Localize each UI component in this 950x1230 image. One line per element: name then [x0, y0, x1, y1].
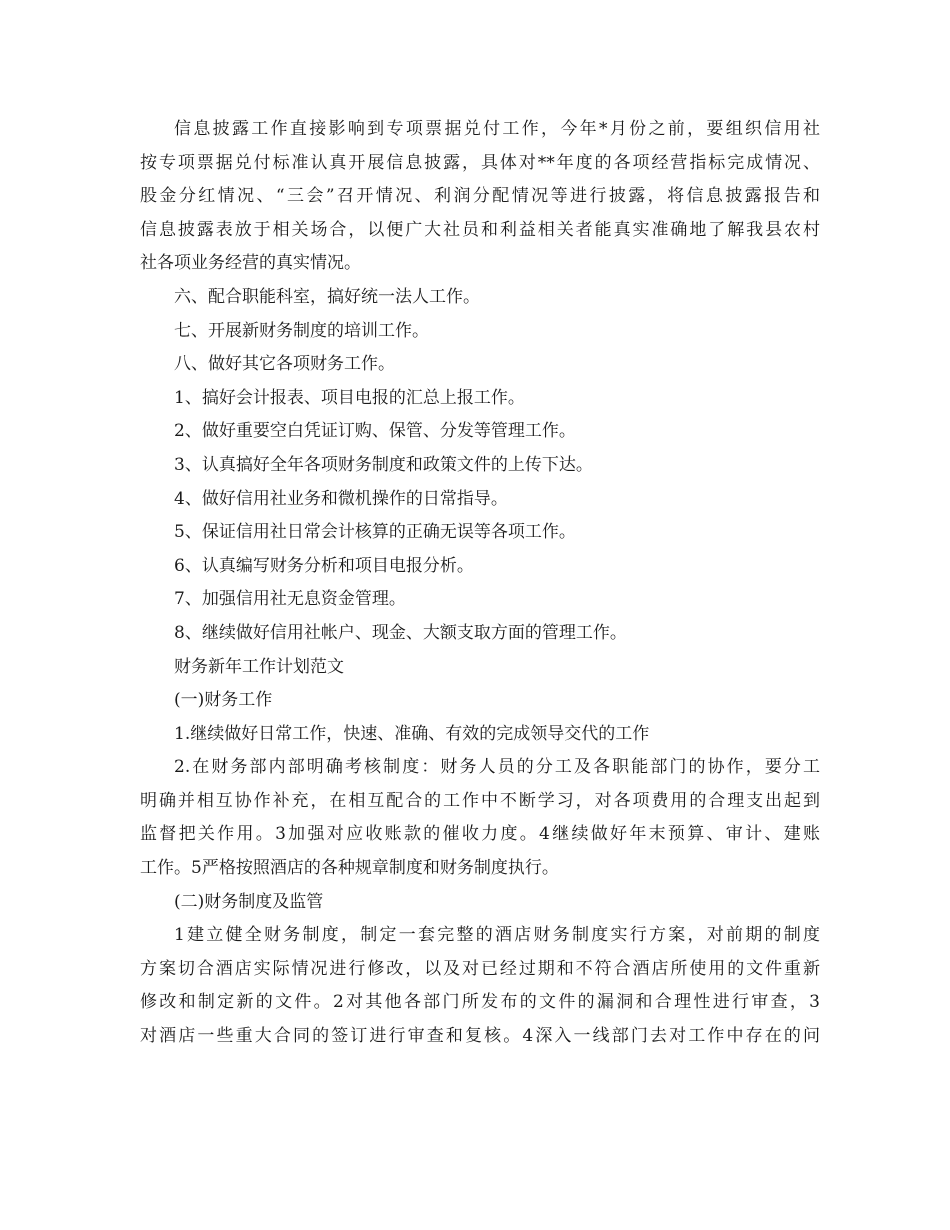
section-heading: 七、开展新财务制度的培训工作。 — [174, 320, 429, 341]
paragraph-line: 方案切合酒店实际情况进行修改，以及对已经过期和不符合酒店所使用的文件重新 — [140, 958, 820, 979]
paragraph-line: 按专项票据兑付标准认真开展信息披露，具体对**年度的各项经营指标完成情况、 — [140, 152, 820, 173]
paragraph-line: 对酒店一些重大合同的签订进行审查和复核。4深入一线部门去对工作中存在的问 — [140, 1026, 820, 1047]
paragraph-line: 2.在财务部内部明确考核制度：财务人员的分工及各职能部门的协作，要分工 — [174, 757, 820, 778]
paragraph-line: 明确并相互协作补充，在相互配合的工作中不断学习，对各项费用的合理支出起到 — [140, 790, 820, 811]
list-item: 3、认真搞好全年各项财务制度和政策文件的上传下达。 — [174, 454, 593, 475]
section-heading: 六、配合职能科室，搞好统一法人工作。 — [174, 286, 480, 307]
list-item: 4、做好信用社业务和微机操作的日常指导。 — [174, 488, 508, 509]
paragraph-line: 监督把关作用。3加强对应收账款的催收力度。4继续做好年末预算、审计、建账 — [140, 824, 820, 845]
section-heading: (二)财务制度及监管 — [174, 891, 324, 912]
section-heading: (一)财务工作 — [174, 690, 273, 711]
paragraph-line: 修改和制定新的文件。2对其他各部门所发布的文件的漏洞和合理性进行审查，3 — [140, 992, 820, 1013]
list-item: 2、做好重要空白凭证订购、保管、分发等管理工作。 — [174, 421, 576, 442]
list-item: 6、认真编写财务分析和项目电报分析。 — [174, 555, 474, 576]
list-item: 7、加强信用社无息资金管理。 — [174, 589, 406, 610]
paragraph-line: 工作。5严格按照酒店的各种规章制度和财务制度执行。 — [140, 858, 559, 879]
paragraph-line: 信息披露表放于相关场合，以便广大社员和利益相关者能真实准确地了解我县农村 — [140, 219, 820, 240]
list-item: 1、搞好会计报表、项目电报的汇总上报工作。 — [174, 387, 525, 408]
paragraph-line: 信息披露工作直接影响到专项票据兑付工作，今年*月份之前，要组织信用社 — [174, 119, 820, 139]
list-item: 5、保证信用社日常会计核算的正确无误等各项工作。 — [174, 522, 576, 543]
paragraph-line: 股金分红情况、“三会”召开情况、利润分配情况等进行披露，将信息披露报告和 — [140, 186, 820, 207]
paragraph-line: 社各项业务经营的真实情况。 — [140, 253, 361, 274]
paragraph-line: 1建立健全财务制度，制定一套完整的酒店财务制度实行方案，对前期的制度 — [174, 925, 820, 946]
list-item: 1.继续做好日常工作，快速、准确、有效的完成领导交代的工作 — [174, 723, 650, 744]
document-body — [140, 113, 820, 1054]
document-subtitle: 财务新年工作计划范文 — [174, 656, 344, 677]
list-item: 8、继续做好信用社帐户、现金、大额支取方面的管理工作。 — [174, 622, 627, 643]
section-heading: 八、做好其它各项财务工作。 — [174, 354, 395, 375]
